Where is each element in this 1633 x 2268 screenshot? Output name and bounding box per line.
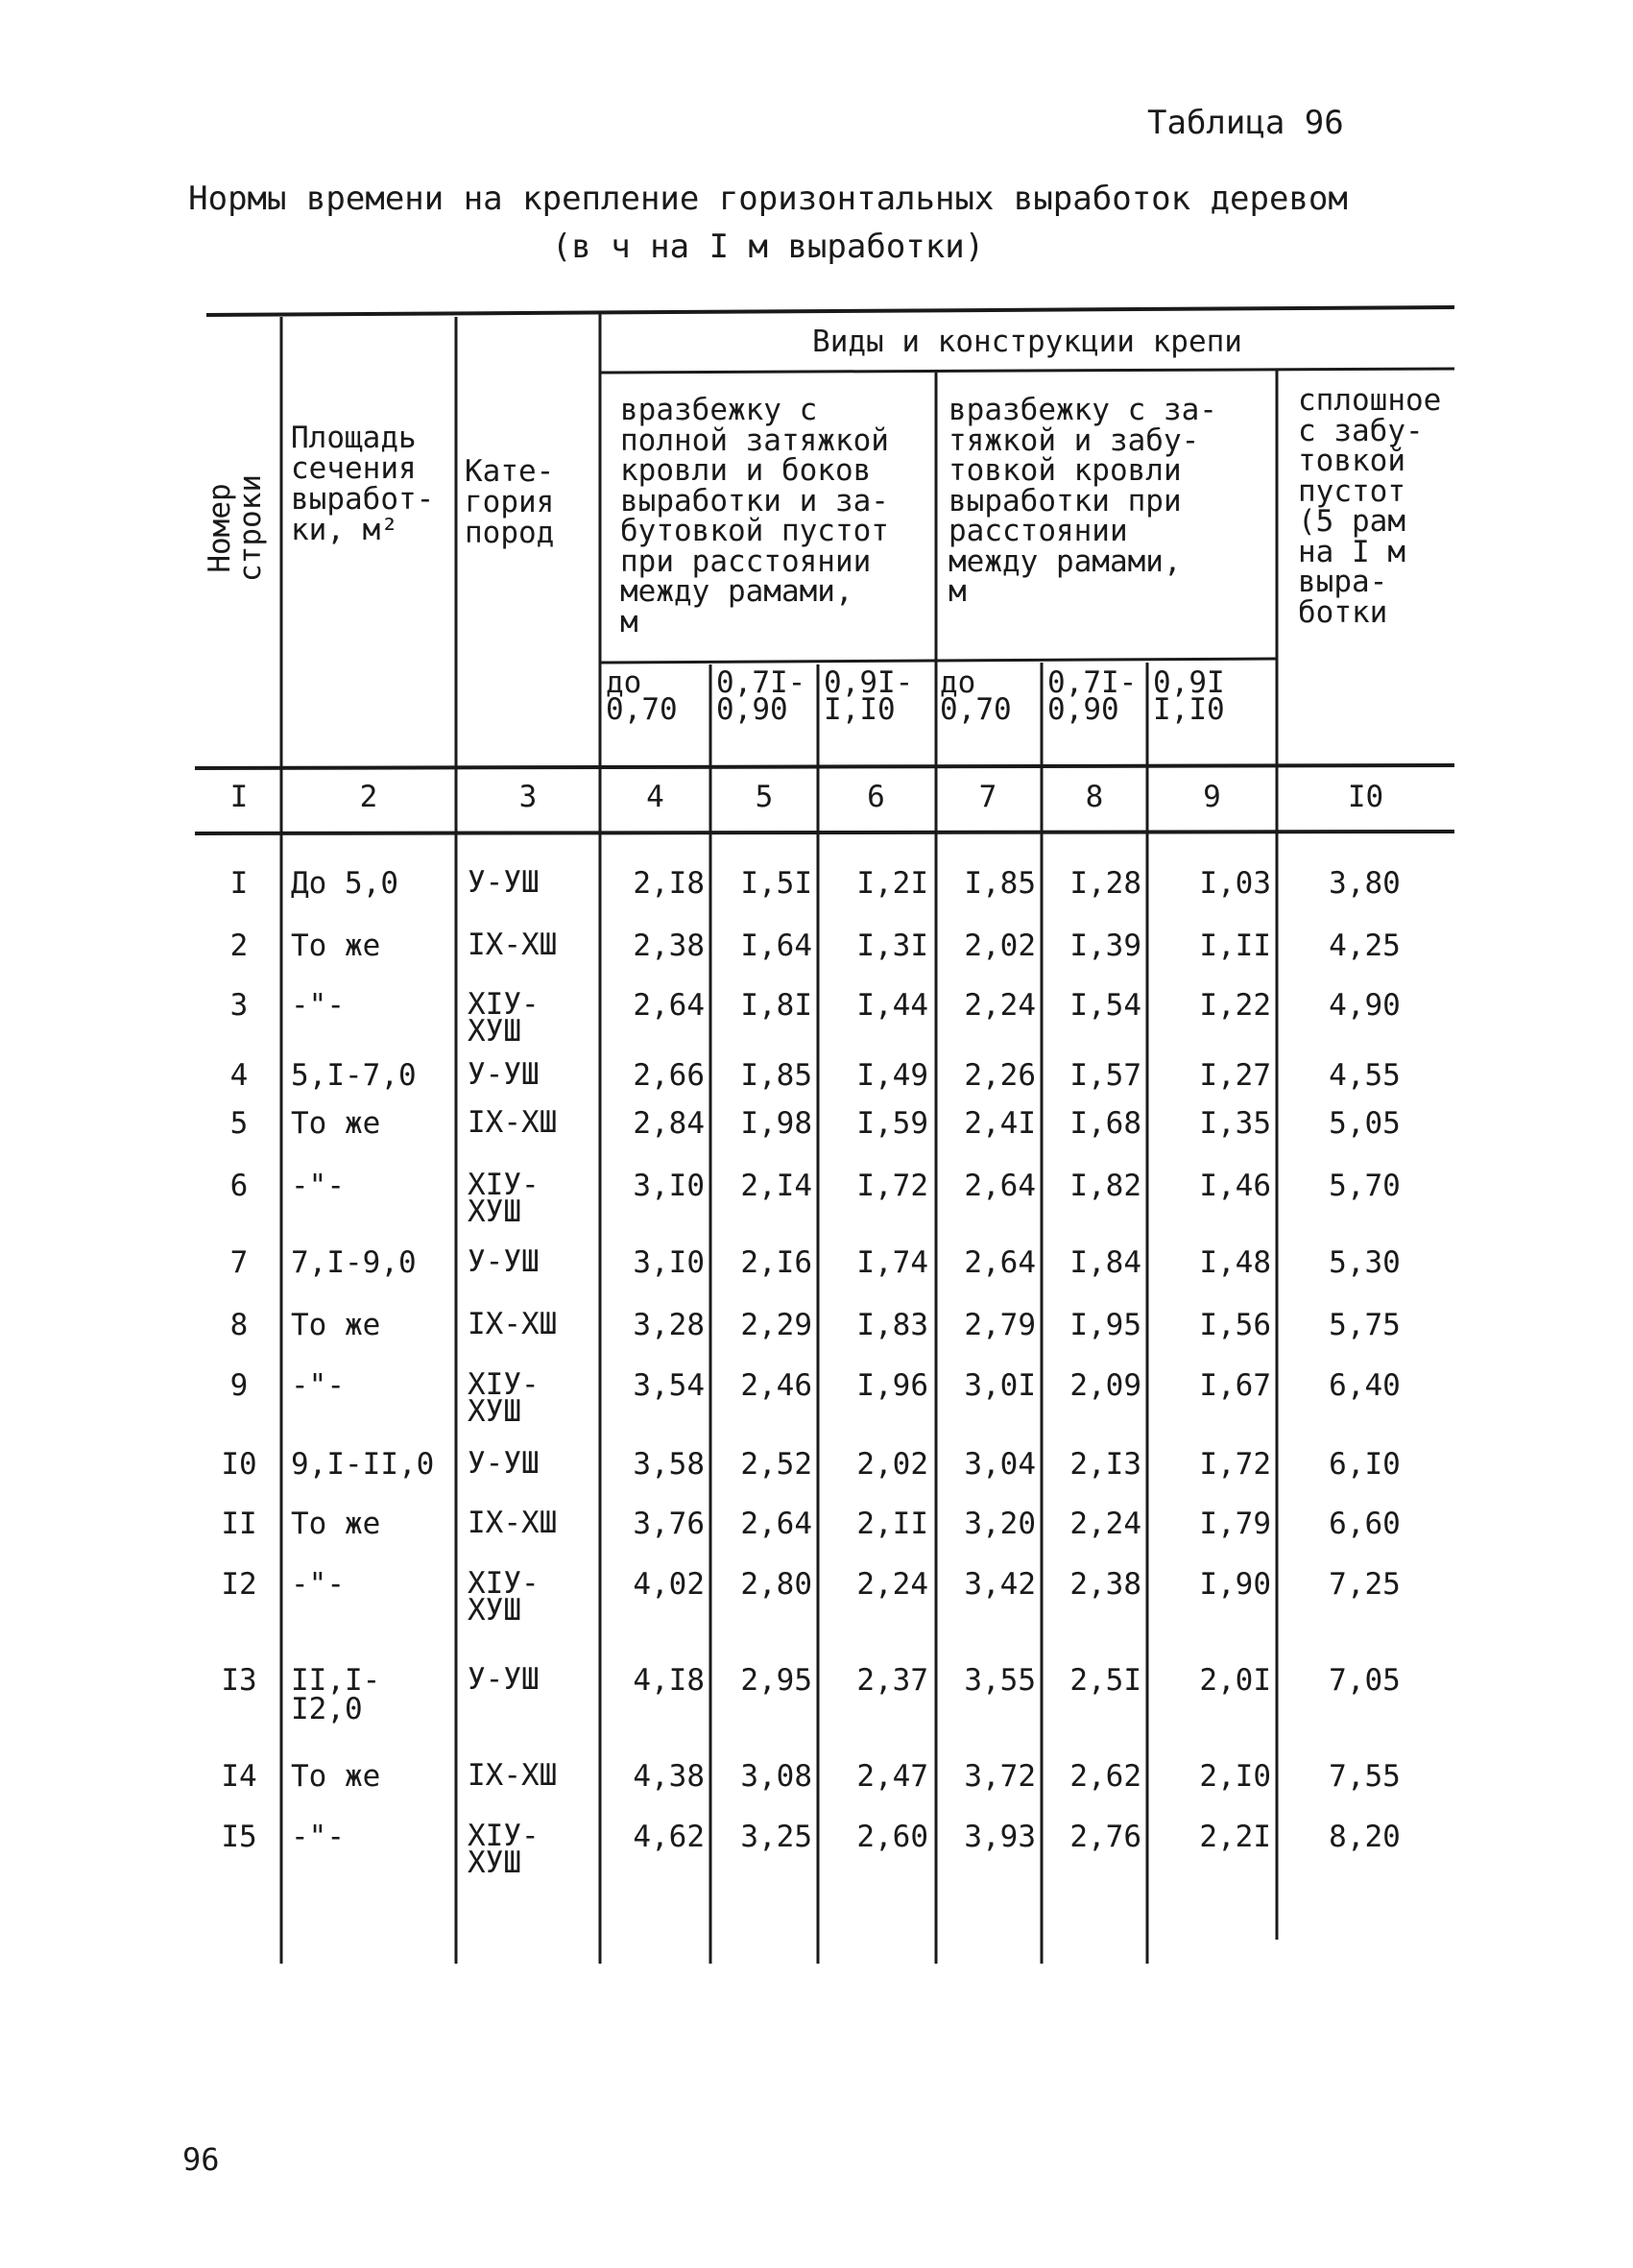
norm-value-col-8: 2,5I bbox=[1069, 1663, 1141, 1698]
norm-value-col-4: 4,I8 bbox=[633, 1663, 705, 1698]
column-number: 9 bbox=[1203, 780, 1221, 814]
norm-value-col-5: 2,52 bbox=[740, 1447, 812, 1482]
norm-value-col-6: I,59 bbox=[856, 1106, 928, 1141]
norm-value-col-4: 2,38 bbox=[633, 929, 705, 963]
norm-value-col-7: 2,64 bbox=[964, 1169, 1036, 1203]
norm-value-col-5: 2,I4 bbox=[740, 1169, 812, 1203]
norm-value-col-8: I,68 bbox=[1069, 1106, 1141, 1141]
section-area: 5,I-7,0 bbox=[291, 1058, 417, 1093]
norm-value-col-4: 3,28 bbox=[633, 1308, 705, 1342]
section-area: -"- bbox=[291, 1820, 345, 1854]
header-group-spaced-roof-lagging: вразбежку с за- тяжкой и забу- товкой кровли выработки при расстоянии между рамами, м bbox=[949, 393, 1217, 609]
norm-value-col-8: 2,62 bbox=[1069, 1759, 1141, 1794]
rock-category: IX-XШ bbox=[468, 1506, 558, 1540]
norm-value-col-7: 2,02 bbox=[964, 929, 1036, 963]
section-area: -"- bbox=[291, 988, 345, 1023]
column-number: 2 bbox=[359, 780, 378, 814]
rock-category: У-УШ bbox=[468, 1446, 540, 1481]
norm-value-col-5: 2,29 bbox=[740, 1308, 812, 1342]
norm-value-col-7: 2,64 bbox=[964, 1245, 1036, 1280]
section-area: До 5,0 bbox=[291, 866, 398, 901]
norm-value-col-10: 8,20 bbox=[1329, 1820, 1401, 1854]
header-group-spaced-full-lagging: вразбежку с полной затяжкой кровли и боков выработки и за- бутовкой пустот при расстоянии между рамами, м bbox=[620, 393, 889, 639]
norm-value-col-7: 3,42 bbox=[964, 1567, 1036, 1602]
norm-value-col-10: 4,90 bbox=[1329, 988, 1401, 1023]
norm-value-col-4: 3,76 bbox=[633, 1507, 705, 1541]
header-spacing-5: 0,7I- 0,90 bbox=[1047, 665, 1138, 727]
norm-value-col-9: I,27 bbox=[1199, 1058, 1271, 1093]
norm-value-col-9: I,79 bbox=[1199, 1507, 1271, 1541]
norm-value-col-8: 2,24 bbox=[1069, 1507, 1141, 1541]
norm-value-col-5: 3,25 bbox=[740, 1820, 812, 1854]
rock-category: IX-XШ bbox=[468, 928, 558, 962]
column-number: 8 bbox=[1085, 780, 1104, 814]
norm-value-col-7: 2,26 bbox=[964, 1058, 1036, 1093]
rock-category: XIУ- ХУШ bbox=[468, 1566, 540, 1628]
row-number: 9 bbox=[229, 1368, 249, 1403]
norm-value-col-10: 7,05 bbox=[1329, 1663, 1401, 1698]
norm-value-col-9: I,90 bbox=[1199, 1567, 1271, 1602]
section-area: -"- bbox=[291, 1368, 345, 1403]
norm-value-col-6: I,2I bbox=[856, 866, 928, 901]
rock-category: XIУ- ХУШ bbox=[468, 1367, 540, 1429]
norm-value-col-8: I,82 bbox=[1069, 1169, 1141, 1203]
norm-value-col-4: 2,I8 bbox=[633, 866, 705, 901]
norm-value-col-8: I,57 bbox=[1069, 1058, 1141, 1093]
header-category: Кате- гория пород bbox=[465, 454, 555, 550]
section-area: 9,I-II,0 bbox=[291, 1447, 435, 1482]
norm-value-col-9: I,35 bbox=[1199, 1106, 1271, 1141]
norm-value-col-9: 2,2I bbox=[1199, 1820, 1271, 1854]
row-number: I0 bbox=[221, 1447, 257, 1482]
section-area: II,I- I2,0 bbox=[291, 1663, 381, 1726]
norm-value-col-5: I,98 bbox=[740, 1106, 812, 1141]
table-title-line2: (в ч на I м выработки) bbox=[551, 228, 985, 266]
column-number: 7 bbox=[978, 780, 997, 814]
norm-value-col-6: I,83 bbox=[856, 1308, 928, 1342]
norm-value-col-6: 2,24 bbox=[856, 1567, 928, 1602]
norm-value-col-5: 2,95 bbox=[740, 1663, 812, 1698]
row-number: 8 bbox=[229, 1308, 249, 1342]
norm-value-col-8: I,54 bbox=[1069, 988, 1141, 1023]
row-number: 7 bbox=[229, 1245, 249, 1280]
row-number: I5 bbox=[221, 1820, 257, 1854]
norm-value-col-6: I,96 bbox=[856, 1368, 928, 1403]
norm-value-col-10: 6,40 bbox=[1329, 1368, 1401, 1403]
norm-value-col-4: 4,02 bbox=[633, 1567, 705, 1602]
norm-value-col-9: I,56 bbox=[1199, 1308, 1271, 1342]
norm-value-col-5: 3,08 bbox=[740, 1759, 812, 1794]
norm-value-col-8: 2,38 bbox=[1069, 1567, 1141, 1602]
section-area: То же bbox=[291, 1759, 381, 1794]
norm-value-col-10: 3,80 bbox=[1329, 866, 1401, 901]
norm-value-col-7: I,85 bbox=[964, 866, 1036, 901]
norm-value-col-6: 2,47 bbox=[856, 1759, 928, 1794]
section-area: То же bbox=[291, 1106, 381, 1141]
table-label: Таблица 96 bbox=[1147, 104, 1344, 142]
rock-category: У-УШ bbox=[468, 1662, 540, 1697]
column-number: 5 bbox=[755, 780, 774, 814]
header-support-types: Виды и конструкции крепи bbox=[812, 325, 1242, 359]
norm-value-col-6: I,72 bbox=[856, 1169, 928, 1203]
norm-value-col-8: I,39 bbox=[1069, 929, 1141, 963]
norm-value-col-7: 3,93 bbox=[964, 1820, 1036, 1854]
norm-value-col-10: 6,I0 bbox=[1329, 1447, 1401, 1482]
header-spacing-4: до 0,70 bbox=[940, 665, 1012, 727]
norm-value-col-4: 3,58 bbox=[633, 1447, 705, 1482]
norm-value-col-4: 4,62 bbox=[633, 1820, 705, 1854]
row-number: 4 bbox=[229, 1058, 249, 1093]
section-area: -"- bbox=[291, 1169, 345, 1203]
norm-value-col-4: 2,64 bbox=[633, 988, 705, 1023]
norm-value-col-6: 2,II bbox=[856, 1507, 928, 1541]
row-number: I bbox=[229, 866, 249, 901]
norm-value-col-4: 2,84 bbox=[633, 1106, 705, 1141]
page-number: 96 bbox=[182, 2141, 220, 2178]
column-number: 3 bbox=[518, 780, 538, 814]
section-area: 7,I-9,0 bbox=[291, 1245, 417, 1280]
norm-value-col-8: I,28 bbox=[1069, 866, 1141, 901]
norm-value-col-5: I,85 bbox=[740, 1058, 812, 1093]
norm-value-col-8: 2,I3 bbox=[1069, 1447, 1141, 1482]
norm-value-col-9: 2,I0 bbox=[1199, 1759, 1271, 1794]
row-number: 2 bbox=[229, 929, 249, 963]
norm-value-col-4: 2,66 bbox=[633, 1058, 705, 1093]
section-area: То же bbox=[291, 1507, 381, 1541]
table-rule bbox=[195, 832, 1454, 833]
norm-value-col-7: 3,55 bbox=[964, 1663, 1036, 1698]
table-rule bbox=[600, 659, 1277, 663]
norm-value-col-5: I,5I bbox=[740, 866, 812, 901]
norm-value-col-4: 3,54 bbox=[633, 1368, 705, 1403]
rock-category: XIУ- ХУШ bbox=[468, 1168, 540, 1229]
rock-category: IX-XШ bbox=[468, 1105, 558, 1140]
norm-value-col-9: I,48 bbox=[1199, 1245, 1271, 1280]
column-number: 6 bbox=[867, 780, 885, 814]
table-rule bbox=[600, 369, 1454, 373]
row-number: 5 bbox=[229, 1106, 249, 1141]
norm-value-col-9: I,22 bbox=[1199, 988, 1271, 1023]
norm-value-col-5: I,64 bbox=[740, 929, 812, 963]
table-rule bbox=[195, 765, 1454, 768]
norm-value-col-5: I,8I bbox=[740, 988, 812, 1023]
norm-value-col-5: 2,46 bbox=[740, 1368, 812, 1403]
rock-category: IX-XШ bbox=[468, 1758, 558, 1793]
norm-value-col-10: 5,70 bbox=[1329, 1169, 1401, 1203]
norm-value-col-4: 3,I0 bbox=[633, 1169, 705, 1203]
column-number: I bbox=[229, 780, 249, 814]
norm-value-col-8: I,84 bbox=[1069, 1245, 1141, 1280]
section-area: То же bbox=[291, 1308, 381, 1342]
norm-value-col-4: 4,38 bbox=[633, 1759, 705, 1794]
header-area: Площадь сечения выработ- ки, м² bbox=[291, 421, 435, 547]
norm-value-col-10: 7,25 bbox=[1329, 1567, 1401, 1602]
section-area: То же bbox=[291, 929, 381, 963]
column-number: 4 bbox=[646, 780, 664, 814]
norm-value-col-10: 5,05 bbox=[1329, 1106, 1401, 1141]
header-row-number: Номер строки bbox=[203, 474, 268, 582]
norm-value-col-10: 5,30 bbox=[1329, 1245, 1401, 1280]
rock-category: XIУ- ХУШ bbox=[468, 1819, 540, 1880]
norm-value-col-9: I,72 bbox=[1199, 1447, 1271, 1482]
norm-value-col-10: 4,55 bbox=[1329, 1058, 1401, 1093]
header-spacing-1: до 0,70 bbox=[606, 665, 678, 727]
norm-value-col-5: 2,64 bbox=[740, 1507, 812, 1541]
row-number: II bbox=[221, 1507, 257, 1541]
norm-value-col-10: 7,55 bbox=[1329, 1759, 1401, 1794]
norm-value-col-6: 2,02 bbox=[856, 1447, 928, 1482]
section-area: -"- bbox=[291, 1567, 345, 1602]
norm-value-col-8: I,95 bbox=[1069, 1308, 1141, 1342]
norm-value-col-7: 2,24 bbox=[964, 988, 1036, 1023]
norm-value-col-5: 2,80 bbox=[740, 1567, 812, 1602]
row-number: I4 bbox=[221, 1759, 257, 1794]
norm-value-col-10: 6,60 bbox=[1329, 1507, 1401, 1541]
norm-value-col-6: 2,60 bbox=[856, 1820, 928, 1854]
norm-value-col-6: I,49 bbox=[856, 1058, 928, 1093]
header-spacing-2: 0,7I- 0,90 bbox=[716, 665, 806, 727]
norm-value-col-10: 5,75 bbox=[1329, 1308, 1401, 1342]
norm-value-col-8: 2,76 bbox=[1069, 1820, 1141, 1854]
rock-category: IX-XШ bbox=[468, 1307, 558, 1341]
header-spacing-3: 0,9I- I,I0 bbox=[824, 665, 914, 727]
norm-value-col-10: 4,25 bbox=[1329, 929, 1401, 963]
rock-category: У-УШ bbox=[468, 865, 540, 900]
norm-value-col-5: 2,I6 bbox=[740, 1245, 812, 1280]
norm-value-col-9: I,II bbox=[1199, 929, 1271, 963]
norm-value-col-7: 2,79 bbox=[964, 1308, 1036, 1342]
norm-value-col-6: I,3I bbox=[856, 929, 928, 963]
rock-category: У-УШ bbox=[468, 1057, 540, 1092]
rock-category: У-УШ bbox=[468, 1244, 540, 1279]
norm-value-col-6: 2,37 bbox=[856, 1663, 928, 1698]
row-number: I3 bbox=[221, 1663, 257, 1698]
norm-value-col-9: I,67 bbox=[1199, 1368, 1271, 1403]
norm-value-col-9: I,46 bbox=[1199, 1169, 1271, 1203]
norm-value-col-8: 2,09 bbox=[1069, 1368, 1141, 1403]
norm-value-col-7: 3,04 bbox=[964, 1447, 1036, 1482]
norm-value-col-6: I,44 bbox=[856, 988, 928, 1023]
table-title bbox=[144, 175, 1392, 271]
column-number: I0 bbox=[1347, 780, 1384, 814]
row-number: I2 bbox=[221, 1567, 257, 1602]
norm-value-col-9: I,03 bbox=[1199, 866, 1271, 901]
table-rule bbox=[206, 307, 1454, 315]
norm-value-col-7: 2,4I bbox=[964, 1106, 1036, 1141]
header-spacing-6: 0,9I I,I0 bbox=[1153, 665, 1225, 727]
norm-value-col-4: 3,I0 bbox=[633, 1245, 705, 1280]
row-number: 6 bbox=[229, 1169, 249, 1203]
header-group-continuous: сплошное с забу- товкой пустот (5 рам на I м выра- ботки bbox=[1298, 383, 1442, 630]
norm-value-col-7: 3,20 bbox=[964, 1507, 1036, 1541]
norm-value-col-7: 3,72 bbox=[964, 1759, 1036, 1794]
norm-value-col-6: I,74 bbox=[856, 1245, 928, 1280]
row-number: 3 bbox=[229, 988, 249, 1023]
norm-value-col-7: 3,0I bbox=[964, 1368, 1036, 1403]
table-title-line1: Нормы времени на крепление горизонтальных выработок деревом bbox=[188, 180, 1348, 218]
rock-category: XIУ- ХУШ bbox=[468, 987, 540, 1049]
norm-value-col-9: 2,0I bbox=[1199, 1663, 1271, 1698]
